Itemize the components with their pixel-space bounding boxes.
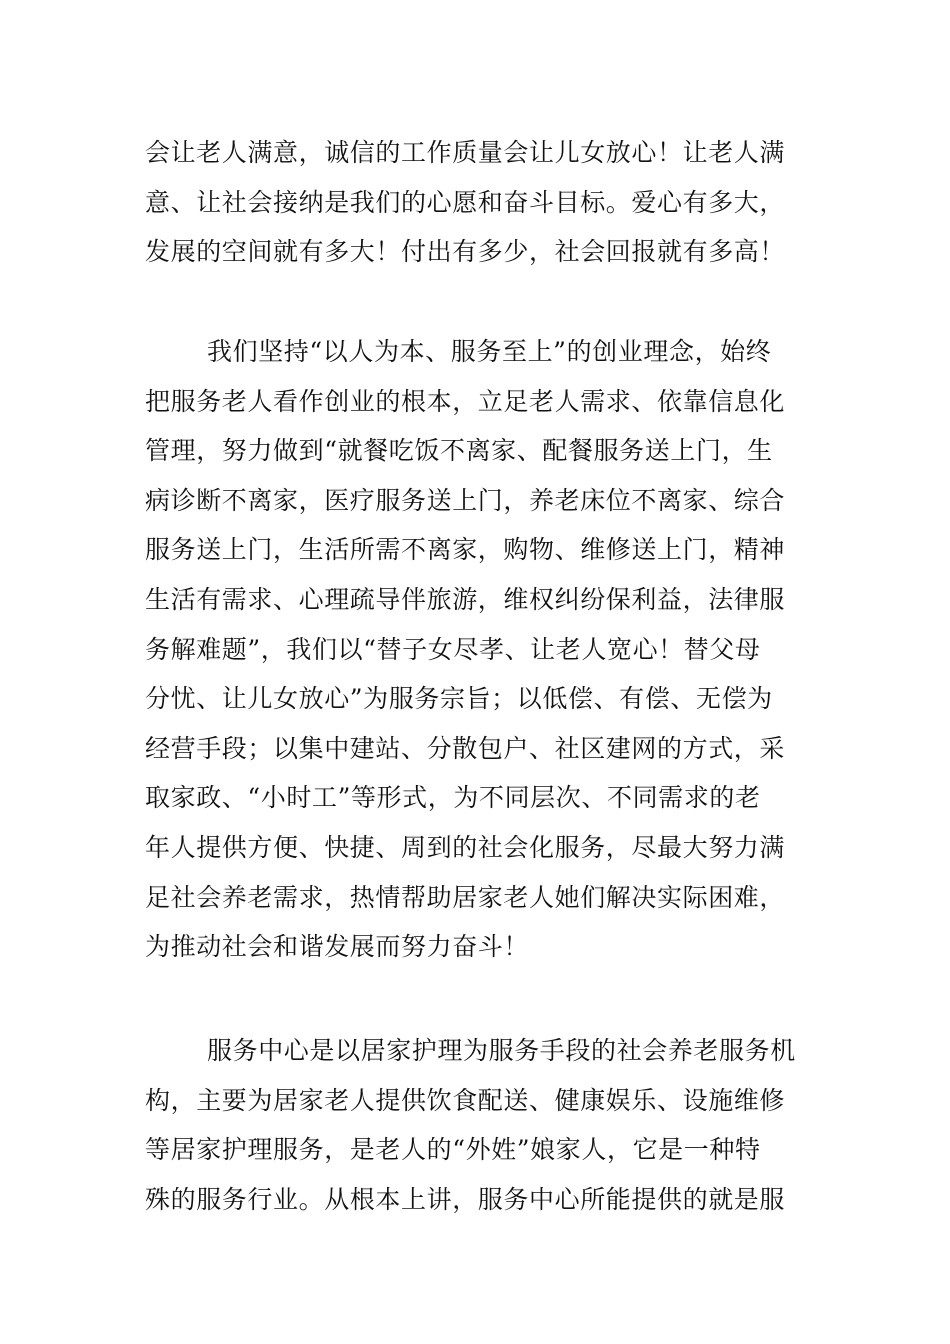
text-line: 会让老人满意，诚信的工作质量会让儿女放心！让老人满 — [145, 138, 786, 167]
text-line: 管理，努力做到“就餐吃饭不离家、配餐服务送上门，生 — [145, 436, 773, 466]
paragraph-2 — [145, 327, 810, 972]
text-line: 服务送上门，生活所需不离家，购物、维修送上门，精神 — [145, 535, 786, 565]
text-line: 务解难题”，我们以“替子女尽孝、让老人宽心！替父母 — [145, 634, 761, 664]
text-line: 殊的服务行业。从根本上讲，服务中心所能提供的就是服 — [145, 1184, 786, 1214]
text-line: 为推动社会和谐发展而努力奋斗！ — [145, 932, 530, 962]
text-line: 把服务老人看作创业的根本，立足老人需求、依靠信息化 — [145, 386, 786, 416]
text-line: 构，主要为居家老人提供饮食配送、健康娱乐、设施维修 — [145, 1085, 786, 1115]
text-line: 分忧、让儿女放心”为服务宗旨；以低偿、有偿、无偿为 — [145, 684, 773, 714]
text-line: 意、让社会接纳是我们的心愿和奋斗目标。爱心有多大， — [145, 187, 786, 217]
text-line: 服务中心是以居家护理为服务手段的社会养老服务机 — [207, 1036, 796, 1065]
text-line: 取家政、“小时工”等形式，为不同层次、不同需求的老 — [145, 783, 761, 813]
text-line: 发展的空间就有多大！付出有多少，社会回报就有多高！ — [145, 237, 786, 267]
text-line: 生活有需求、心理疏导伴旅游，维权纠纷保利益，法律服 — [145, 584, 786, 614]
text-line: 等居家护理服务，是老人的“外姓”娘家人，它是一种特 — [145, 1135, 761, 1165]
paragraph-1 — [145, 128, 810, 277]
text-line: 我们坚持“以人为本、服务至上”的创业理念，始终 — [207, 337, 772, 366]
paragraph-3 — [145, 1026, 810, 1224]
text-line: 足社会养老需求，热情帮助居家老人她们解决实际困难， — [145, 882, 786, 912]
text-line: 病诊断不离家，医疗服务送上门，养老床位不离家、综合 — [145, 485, 786, 515]
text-line: 年人提供方便、快捷、周到的社会化服务，尽最大努力满 — [145, 832, 786, 862]
text-line: 经营手段；以集中建站、分散包户、社区建网的方式，采 — [145, 733, 786, 763]
